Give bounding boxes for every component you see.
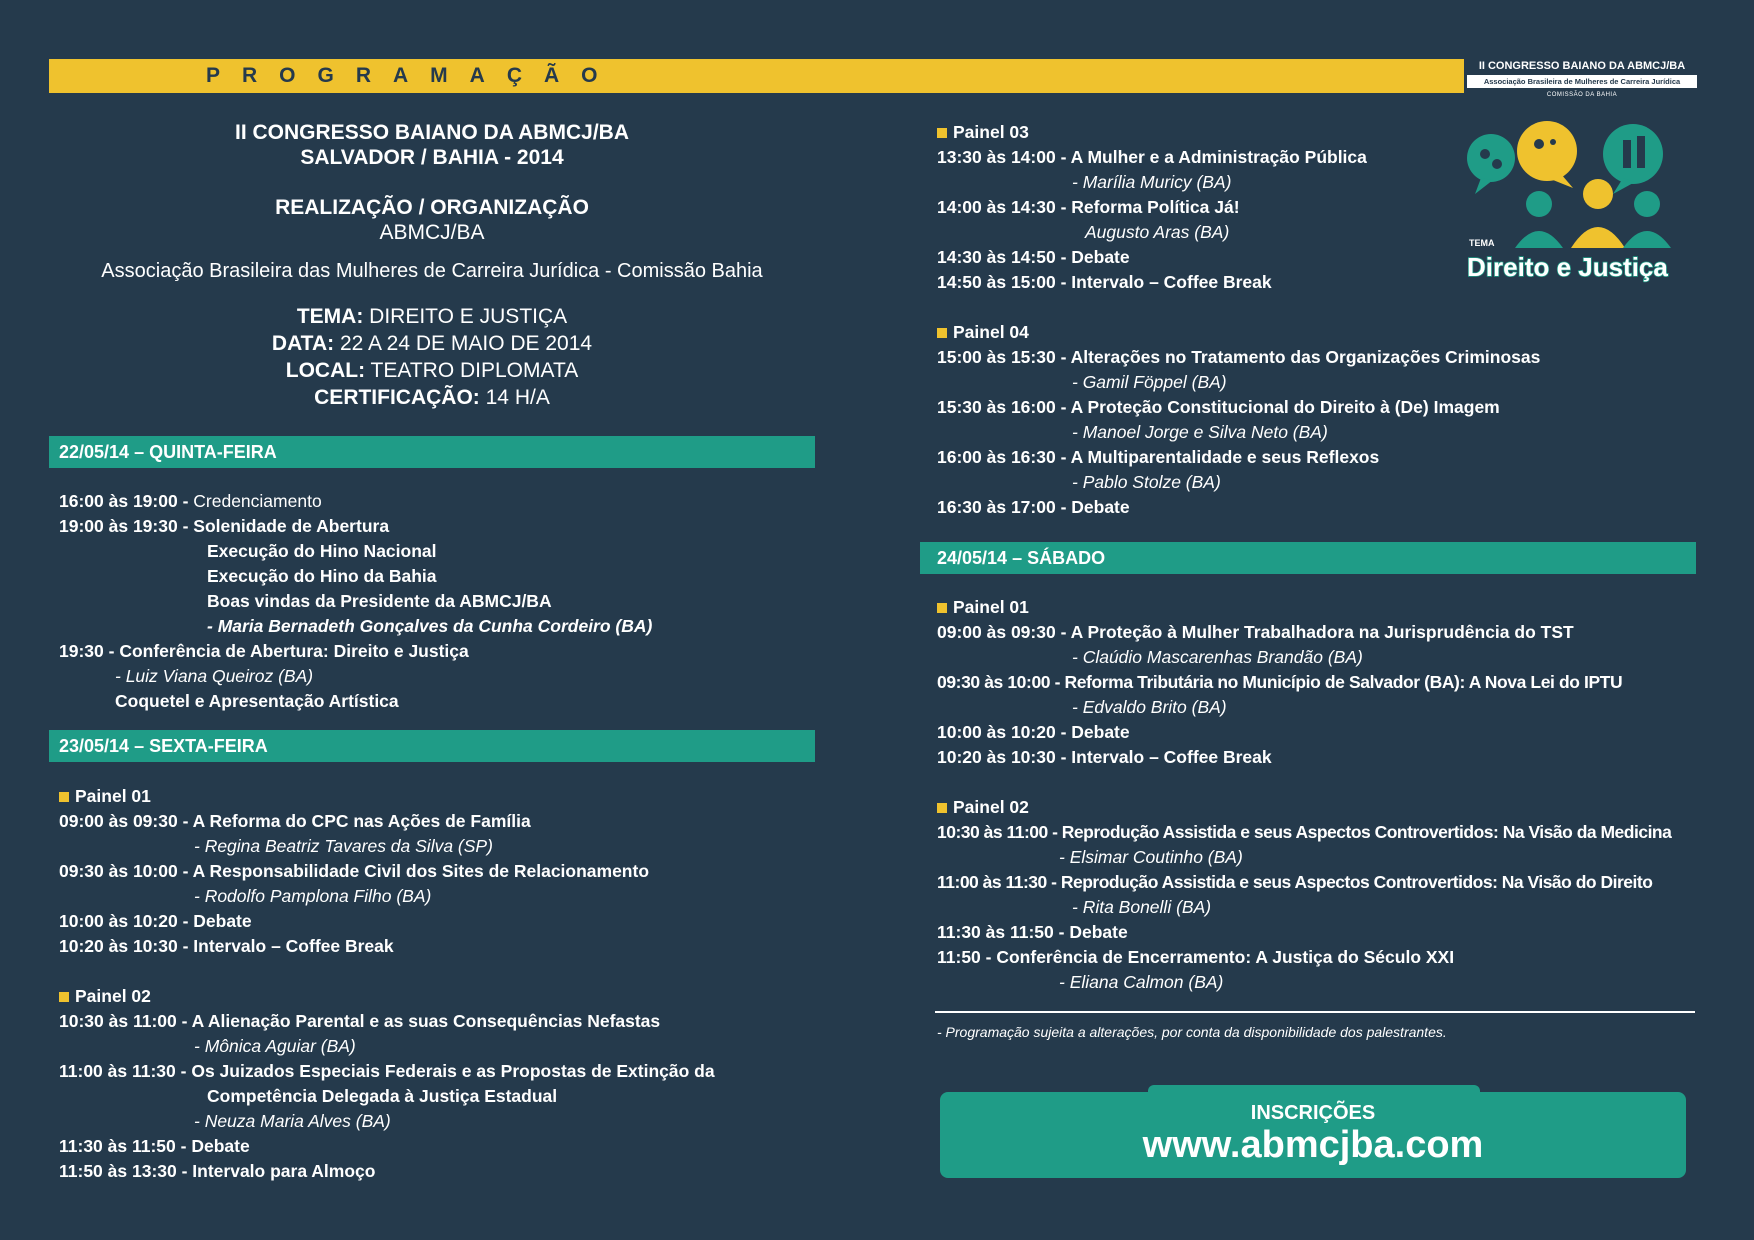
- speaker-name: - Elsimar Coutinho (BA): [1059, 847, 1243, 867]
- panel-label: Painel 01: [59, 784, 715, 809]
- speaker-name: - Eliana Calmon (BA): [1059, 972, 1224, 992]
- tema-line: TEMA: DIREITO E JUSTIÇA: [296, 305, 568, 328]
- speaker-name: - Pablo Stolze (BA): [1072, 472, 1221, 492]
- speaker-name: - Regina Beatriz Tavares da Silva (SP): [194, 836, 493, 856]
- title-bar: [49, 59, 1464, 93]
- data-line: DATA: 22 A 24 DE MAIO DE 2014: [271, 332, 593, 355]
- schedule-row: 11:00 às 11:30 - Os Juizados Especiais Federais e as Propostas de Extinção da: [59, 1061, 715, 1081]
- speaker-name: - Rita Bonelli (BA): [1072, 897, 1212, 917]
- divider: [935, 1011, 1695, 1013]
- schedule-row: 16:00 às 19:00 - Credenciamento: [59, 491, 322, 511]
- logo-line1: II CONGRESSO BAIANO DA ABMCJ/BA: [1478, 60, 1686, 72]
- schedule-row: 15:00 às 15:30 - Alterações no Tratamento das Organizações Criminosas: [937, 347, 1541, 367]
- logo-line3: COMISSÃO DA BAHIA: [1546, 92, 1618, 98]
- org-label: REALIZAÇÃO / ORGANIZAÇÃO: [275, 196, 589, 219]
- panel-label: Painel 02: [59, 984, 715, 1009]
- schedule-row: 11:00 às 11:30 - Reprodução Assistida e seus Aspectos Controvertidos: Na Visão do Direito: [937, 872, 1653, 892]
- schedule-row: 14:50 às 15:00 - Intervalo – Coffee Break: [937, 272, 1272, 292]
- speaker-name: - Edvaldo Brito (BA): [1072, 697, 1227, 717]
- registration-link[interactable]: www.abmcjba.com: [1142, 1124, 1484, 1166]
- bullet-icon: [59, 992, 69, 1002]
- schedule-row: Execução do Hino Nacional: [207, 541, 437, 561]
- schedule-row: 10:20 às 10:30 - Intervalo – Coffee Break: [937, 747, 1272, 767]
- congress-location: SALVADOR / BAHIA - 2014: [300, 146, 564, 169]
- bullet-icon: [937, 803, 947, 813]
- schedule-row: Competência Delegada à Justiça Estadual: [207, 1086, 558, 1106]
- congress-name: II CONGRESSO BAIANO DA ABMCJ/BA: [235, 121, 629, 144]
- schedule-row: 09:30 às 10:00 - Reforma Tributária no Município de Salvador (BA): A Nova Lei do IPTU: [937, 672, 1623, 692]
- day2-schedule-cont: [937, 120, 1540, 520]
- panel-label: Painel 02: [937, 795, 1671, 820]
- org-value: ABMCJ/BA: [379, 221, 485, 244]
- panel-label: Painel 01: [937, 595, 1671, 620]
- day1-schedule: [59, 489, 652, 714]
- bullet-icon: [937, 603, 947, 613]
- schedule-row: 10:20 às 10:30 - Intervalo – Coffee Break: [59, 936, 394, 956]
- schedule-row: 11:30 às 11:50 - Debate: [937, 922, 1128, 942]
- bullet-icon: [937, 128, 947, 138]
- schedule-row: 09:30 às 10:00 - A Responsabilidade Civil dos Sites de Relacionamento: [59, 861, 650, 881]
- logo-line2: Associação Brasileira de Mulheres de Carreira Jurídica: [1467, 75, 1697, 88]
- bullet-icon: [59, 792, 69, 802]
- speaker-name: - Rodolfo Pamplona Filho (BA): [194, 886, 432, 906]
- schedule-row: 10:30 às 11:00 - Reprodução Assistida e seus Aspectos Controvertidos: Na Visão da Medicina: [937, 822, 1672, 842]
- schedule-row: 10:30 às 11:00 - A Alienação Parental e as suas Consequências Nefastas: [59, 1011, 661, 1031]
- speaker-name: - Manoel Jorge e Silva Neto (BA): [1072, 422, 1328, 442]
- registration-box[interactable]: [940, 1092, 1686, 1178]
- page-title: PROGRAMAÇÃO: [206, 64, 620, 87]
- registration-label: INSCRIÇÕES: [1250, 1102, 1376, 1124]
- schedule-row: 09:00 às 09:30 - A Reforma do CPC nas Ações de Família: [59, 811, 531, 831]
- day1-header: 22/05/14 – QUINTA-FEIRA: [49, 436, 815, 468]
- tema-logo-text: Direito e Justiça: [1467, 252, 1668, 282]
- schedule-row: 19:30 - Conferência de Abertura: Direito e Justiça: [59, 641, 469, 661]
- schedule-row: Execução do Hino da Bahia: [207, 566, 437, 586]
- schedule-row: 15:30 às 16:00 - A Proteção Constitucional do Direito à (De) Imagem: [937, 397, 1500, 417]
- speaker-name: - Luiz Viana Queiroz (BA): [115, 666, 314, 686]
- schedule-row: 09:00 às 09:30 - A Proteção à Mulher Trabalhadora na Jurisprudência do TST: [937, 622, 1574, 642]
- day2-schedule: [59, 784, 715, 1184]
- schedule-row: 13:30 às 14:00 - A Mulher e a Administração Pública: [937, 147, 1367, 167]
- speaker-name: - Maria Bernadeth Gonçalves da Cunha Cordeiro (BA): [207, 616, 653, 636]
- schedule-row: 14:30 às 14:50 - Debate: [937, 247, 1130, 267]
- congress-logo: [1467, 60, 1697, 98]
- speaker-name: Augusto Aras (BA): [1085, 222, 1230, 242]
- schedule-row: 16:30 às 17:00 - Debate: [937, 497, 1130, 517]
- bullet-icon: [937, 328, 947, 338]
- schedule-row: Boas vindas da Presidente da ABMCJ/BA: [207, 591, 552, 611]
- tema-small-label: TEMA: [1469, 238, 1495, 248]
- speaker-name: - Marília Muricy (BA): [1072, 172, 1232, 192]
- day3-schedule: [937, 595, 1671, 995]
- schedule-row: 10:00 às 10:20 - Debate: [59, 911, 252, 931]
- speaker-name: - Mônica Aguiar (BA): [194, 1036, 356, 1056]
- day2-header: 23/05/14 – SEXTA-FEIRA: [49, 730, 815, 762]
- schedule-row: 10:00 às 10:20 - Debate: [937, 722, 1130, 742]
- cert-line: CERTIFICAÇÃO: 14 H/A: [314, 386, 550, 409]
- intro-block: [49, 120, 815, 411]
- day3-header: 24/05/14 – SÁBADO: [920, 542, 1696, 574]
- speaker-name: - Gamil Föppel (BA): [1072, 372, 1227, 392]
- schedule-row: 14:00 às 14:30 - Reforma Política Já!: [937, 197, 1240, 217]
- schedule-row: 11:50 - Conferência de Encerramento: A Justiça do Século XXI: [937, 947, 1455, 967]
- disclaimer: - Programação sujeita a alterações, por conta da disponibilidade dos palestrantes.: [937, 1024, 1447, 1040]
- schedule-row: 19:00 às 19:30 - Solenidade de Abertura: [59, 516, 390, 536]
- panel-label: Painel 04: [937, 320, 1540, 345]
- local-line: LOCAL: TEATRO DIPLOMATA: [285, 359, 579, 382]
- speaker-name: - Claúdio Mascarenhas Brandão (BA): [1072, 647, 1363, 667]
- association-name: Associação Brasileira das Mulheres de Carreira Jurídica - Comissão Bahia: [101, 260, 763, 282]
- schedule-row: 16:00 às 16:30 - A Multiparentalidade e seus Reflexos: [937, 447, 1380, 467]
- panel-label: Painel 03: [937, 120, 1540, 145]
- speaker-name: - Neuza Maria Alves (BA): [194, 1111, 391, 1131]
- schedule-row: Coquetel e Apresentação Artística: [115, 691, 399, 711]
- schedule-row: 11:50 às 13:30 - Intervalo para Almoço: [59, 1161, 376, 1181]
- schedule-row: 11:30 às 11:50 - Debate: [59, 1136, 250, 1156]
